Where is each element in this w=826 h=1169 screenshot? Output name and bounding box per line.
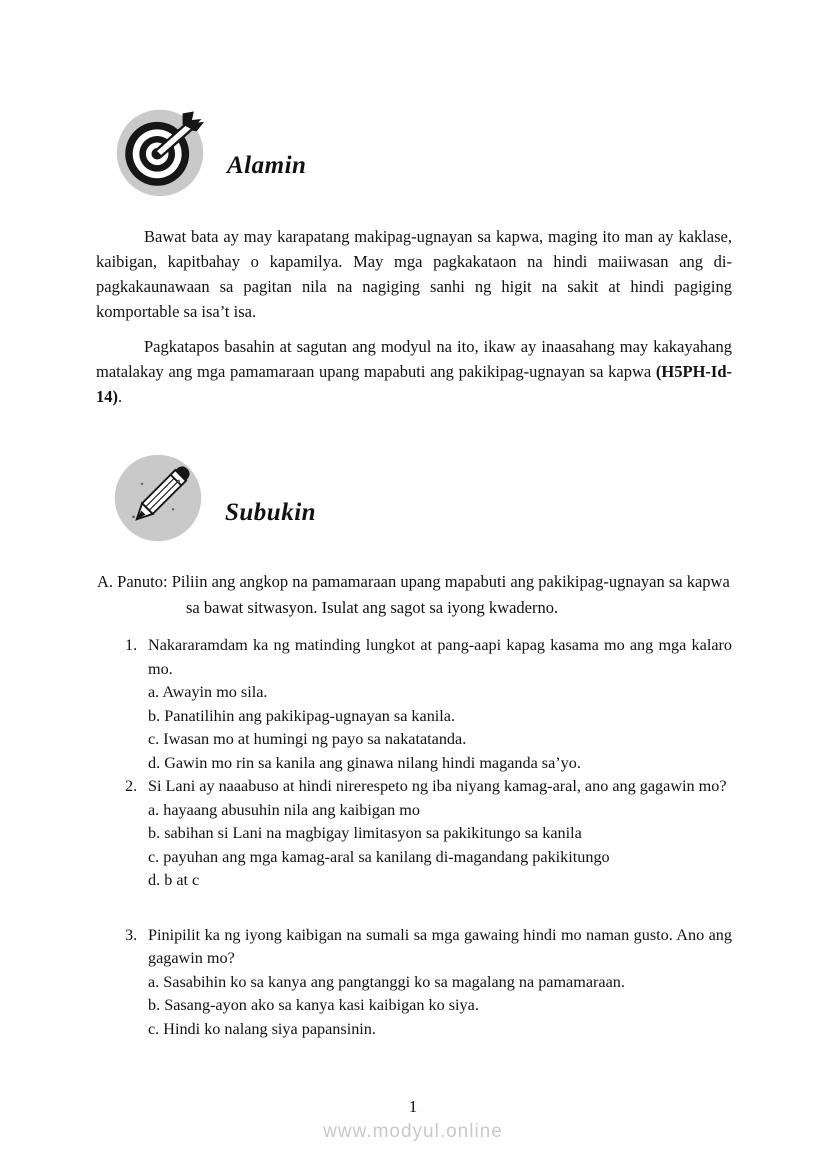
question-option-c: c. Iwasan mo at humingi ng payo sa nakatatanda. xyxy=(148,730,467,748)
panuto-line-2: sa bawat sitwasyon. Isulat ang sagot sa iyong kwaderno. xyxy=(186,598,559,617)
objective-text: Pagkatapos basahin at sagutan ang modyul na ito, ikaw ay inaasahang may kakayahang matalakay ang mga pamamaraan upang mapabuti ang pakikipag-ugnayan sa kapwa xyxy=(96,337,732,381)
question-option-b: b. Sasang-ayon ako sa kanya kasi kaibigan ko siya. xyxy=(148,996,479,1014)
question-number: 3. xyxy=(125,925,138,944)
question-option-c: c. Hindi ko nalang siya papansinin. xyxy=(148,1019,376,1038)
watermark: www.modyul.online xyxy=(323,1121,503,1142)
subukin-section-header xyxy=(111,451,316,547)
question-item-2 xyxy=(125,775,732,893)
question-option-c: c. payuhan ang mga kamag-aral sa kanilang di-magandang pakikitungo xyxy=(148,847,610,866)
question-item-3 xyxy=(125,924,732,1042)
alamin-section-header xyxy=(113,103,306,199)
intro-paragraph: Bawat bata ay may karapatang makipag-ugnayan sa kapwa, maging ito man ay kaklase, kaibigan, kapitbahay o kapamilya. May mga pagkakataon na hindi maiiwasan ang di-pagkakaunawaan sa pagitan nila na nagiging sanhi ng higit na sakit at hindi pagiging komportable sa isa’t isa. xyxy=(96,227,732,321)
subukin-heading: Subukin xyxy=(225,499,317,526)
objective-suffix: . xyxy=(118,387,123,406)
question-option-d: d. b at c xyxy=(148,871,200,889)
question-body xyxy=(148,775,732,893)
question-option-a: a. Sasabihin ko sa kanya ang pangtanggi ko sa magalang na pamamaraan. xyxy=(148,972,625,991)
question-number: 1. xyxy=(125,636,138,654)
target-icon xyxy=(113,103,207,199)
question-option-a: a. Awayin mo sila. xyxy=(148,683,268,701)
question-stem: Nakararamdam ka ng matinding lungkot at pang-aapi kapag kasama mo ang mga kalaro mo. xyxy=(148,636,732,678)
question-stem: Pinipilit ka ng iyong kaibigan na sumali sa mga gawaing hindi mo naman gusto. Ano ang gagawin mo? xyxy=(148,925,732,967)
question-option-a: a. hayaang abusuhin nila ang kaibigan mo xyxy=(148,800,420,819)
question-list xyxy=(125,634,732,1041)
question-body xyxy=(148,924,732,1042)
pencil-icon xyxy=(111,451,205,547)
question-number: 2. xyxy=(125,777,138,795)
question-stem: Si Lani ay naaabuso at hindi nirerespeto ng iba niyang kamag-aral, ano ang gagawin mo? xyxy=(148,777,727,795)
question-option-d: d. Gawin mo rin sa kanila ang ginawa nilang hindi maganda sa’yo. xyxy=(148,753,581,772)
panuto-line-1: A. Panuto: Piliin ang angkop na pamamaraan upang mapabuti ang pakikipag-ugnayan sa kapwa xyxy=(97,572,730,591)
alamin-heading: Alamin xyxy=(227,152,307,179)
competency-code: (H5PH-Id-14) xyxy=(96,362,732,406)
page-number: 1 xyxy=(408,1097,418,1116)
question-option-b: b. Panatilihin ang pakikipag-ugnayan sa kanila. xyxy=(148,706,456,725)
question-item-1 xyxy=(125,634,732,775)
objective-paragraph xyxy=(96,334,732,409)
question-body xyxy=(148,634,732,775)
panuto-directions xyxy=(97,569,737,621)
question-option-b: b. sabihan si Lani na magbigay limitasyon sa pakikitungo sa kanila xyxy=(148,824,582,842)
